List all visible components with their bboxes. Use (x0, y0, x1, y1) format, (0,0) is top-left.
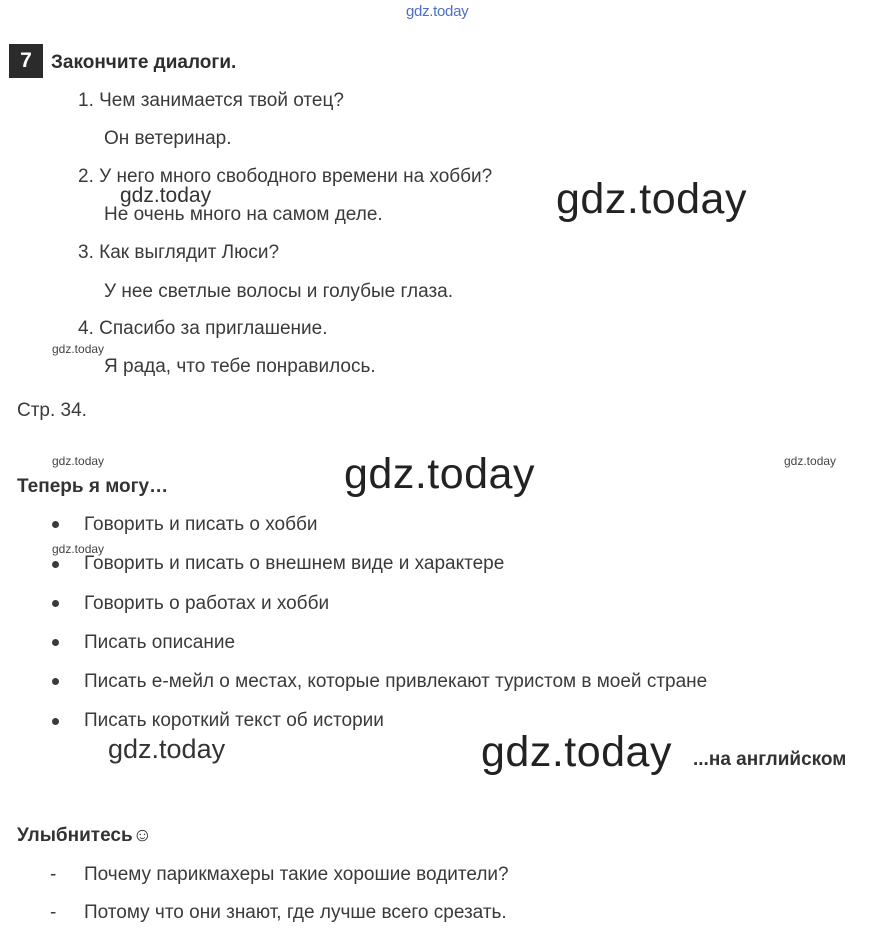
dialog-question-4: 4. Спасибо за приглашение. (78, 318, 328, 339)
dialog-answer-2: Не очень много на самом деле. (104, 204, 383, 225)
list-bullet (52, 561, 59, 568)
can-do-item-2: Говорить и писать о внешнем виде и характере (84, 553, 505, 574)
list-bullet (52, 639, 59, 646)
watermark-list-mid: gdz.today (108, 734, 226, 764)
dialog-answer-1: Он ветеринар. (104, 128, 232, 149)
can-do-item-1: Говорить и писать о хобби (84, 514, 318, 535)
dialog-question-3: 3. Как выглядит Люси? (78, 242, 280, 263)
joke-answer: Потому что они знают, где лучше всего срезать. (84, 902, 507, 923)
list-bullet (52, 521, 59, 528)
can-do-tail: ...на английском (693, 749, 847, 770)
watermark-section-left: gdz.today (52, 454, 105, 468)
list-bullet (52, 600, 59, 607)
watermark-list-small: gdz.today (52, 542, 105, 556)
dialog-answer-4: Я рада, что тебе понравилось. (104, 356, 376, 377)
can-do-item-4: Писать описание (84, 632, 236, 653)
dialog-question-1: 1. Чем занимается твой отец? (78, 90, 344, 111)
watermark-q4-small: gdz.today (52, 342, 105, 356)
watermark-q2-big: gdz.today (556, 175, 747, 223)
watermark-section-center: gdz.today (344, 450, 535, 498)
joke-question: Почему парикмахеры такие хорошие водители? (84, 864, 509, 885)
watermark-q2-small: gdz.today (120, 184, 212, 207)
page-reference: Стр. 34. (17, 400, 87, 421)
exercise-title: Закончите диалоги. (51, 52, 237, 73)
dialog-question-2: 2. У него много свободного времени на хобби? (78, 166, 493, 187)
exercise-number-badge: 7 (9, 44, 43, 78)
watermark-section-right: gdz.today (784, 454, 837, 468)
can-do-heading: Теперь я могу… (17, 476, 169, 497)
smile-heading: Улыбнитесь☺ (17, 825, 153, 846)
can-do-item-3: Говорить о работах и хобби (84, 593, 330, 614)
can-do-item-5: Писать е-мейл о местах, которые привлекают туристом в моей стране (84, 671, 708, 692)
dash-marker: - (50, 864, 57, 885)
list-bullet (52, 678, 59, 685)
can-do-item-6: Писать короткий текст об истории (84, 710, 384, 731)
list-bullet (52, 718, 59, 725)
watermark-list-big: gdz.today (481, 728, 672, 776)
dialog-answer-3: У нее светлые волосы и голубые глаза. (104, 281, 454, 302)
watermark-top: gdz.today (406, 3, 469, 20)
dash-marker: - (50, 902, 57, 923)
